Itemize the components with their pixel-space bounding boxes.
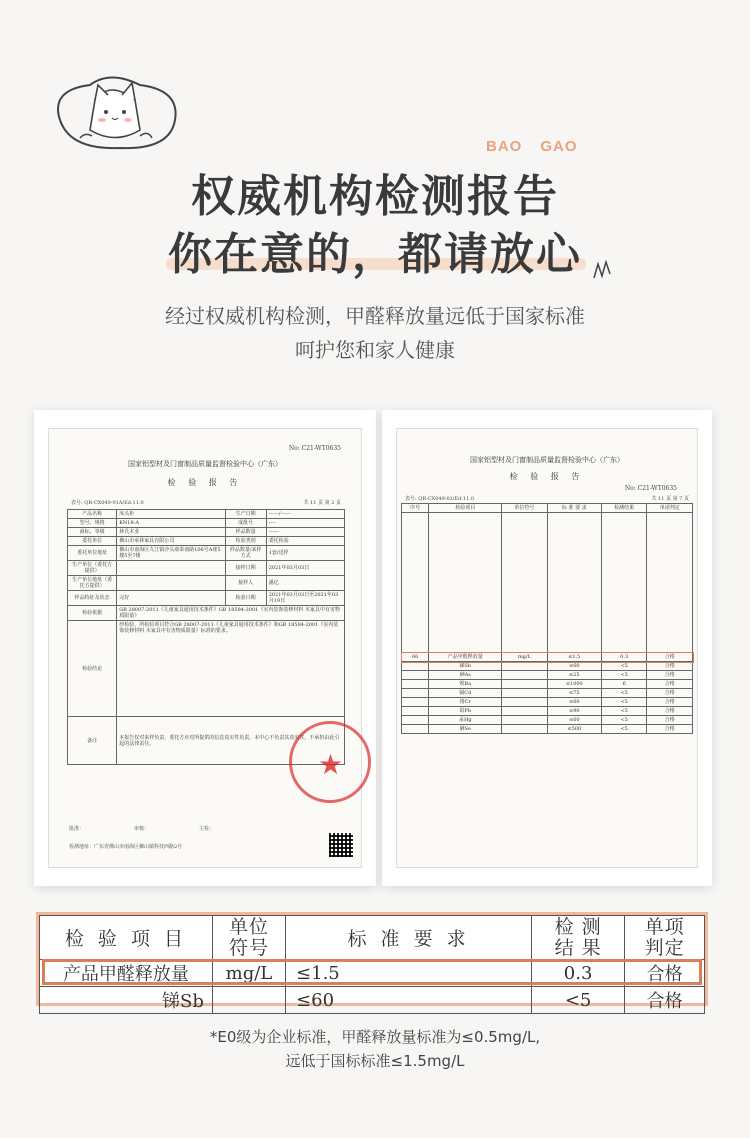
- footnote-line1: *E0级为企业标准，甲醛释放量标准为≤0.5mg/L,: [209, 1028, 541, 1046]
- summary-cell: 样品特征及状态: [68, 591, 117, 606]
- report-card-detail: [382, 410, 712, 886]
- summary-row: [68, 537, 345, 546]
- summary-cell: 检验日期: [225, 591, 266, 606]
- detail-report-number: No: C21-WT0635: [624, 485, 677, 492]
- element-cell: 合格: [647, 662, 693, 671]
- element-row: [402, 725, 693, 734]
- zoom-row1-item: 产品甲醛释放量: [40, 960, 213, 987]
- element-cell: [402, 725, 429, 734]
- summary-cell: 完好: [117, 591, 225, 606]
- summary-cell: 检验类别: [225, 537, 266, 546]
- element-cell: <5: [601, 707, 647, 716]
- squiggle-icon: [592, 258, 614, 282]
- summary-cell: [117, 576, 225, 591]
- element-cell: 合格: [647, 725, 693, 734]
- element-cell: 合格: [647, 689, 693, 698]
- element-cell: 砷As: [429, 671, 502, 680]
- element-row: [402, 716, 693, 725]
- element-row: [402, 671, 693, 680]
- summary-cell: 床头柜: [117, 510, 225, 519]
- element-cell: 铬Cr: [429, 698, 502, 707]
- subtitle-line1: 经过权威机构检测，甲醛释放量远低于国家标准: [165, 304, 585, 328]
- zoom-head-unit: 单位 符号: [212, 916, 285, 960]
- element-cell: ≤25: [547, 671, 601, 680]
- detail-head-cell: 标 准 要 求: [547, 504, 601, 513]
- zoom-head-standard: 标 准 要 求: [286, 916, 532, 960]
- summary-row: [68, 510, 345, 519]
- element-cell: 铅Pb: [429, 707, 502, 716]
- summary-cell: 检验依据: [68, 606, 117, 621]
- qr-code: [329, 833, 353, 857]
- detail-head-row: [402, 504, 693, 513]
- element-cell: <5: [601, 725, 647, 734]
- detail-page-no: 共 11 页 第 7 页: [651, 496, 689, 502]
- zoom-row-formaldehyde: [40, 960, 705, 987]
- conclusion-text: 经检验，所检验项目符合GB 28007-2011《儿童家具通用技术条件》和GB 18584-2001《室内装饰装修材料 木家具中有害物质限量》标准的要求。: [117, 621, 345, 717]
- element-cell: [502, 707, 548, 716]
- row66-item: 产品甲醛释放量: [429, 653, 502, 662]
- summary-cell: 佛山市南海区九江镇沙头康泰南路106号A座5楼5至7楼: [117, 546, 225, 561]
- zoomed-result-table: [36, 912, 708, 1012]
- report-footer-address: 检测地址：广东省佛山市南海区狮山镇科技西路2号: [69, 844, 183, 850]
- element-cell: [402, 689, 429, 698]
- element-cell: [402, 680, 429, 689]
- element-cell: <5: [601, 671, 647, 680]
- zoom-head-result: 检 测 结 果: [532, 916, 625, 960]
- detail-head-cell: 单项判定: [647, 504, 693, 513]
- element-cell: [502, 698, 548, 707]
- report-meta: [71, 499, 341, 506]
- element-cell: 汞Hg: [429, 716, 502, 725]
- element-row: [402, 689, 693, 698]
- inspect-label: 主检：: [199, 826, 215, 832]
- summary-cell: 接样日期: [225, 561, 266, 576]
- zoom-row2-limit: ≤60: [286, 987, 532, 1014]
- seal-star-icon: ★: [318, 748, 344, 781]
- summary-cell: 商标、等级: [68, 528, 117, 537]
- zoom-row1-verdict: 合格: [625, 960, 705, 987]
- detail-blank-block: [402, 513, 693, 653]
- summary-row: [68, 519, 345, 528]
- footnote-line2: 远低于国标标准≤1.5mg/L: [285, 1052, 465, 1070]
- summary-cell: 委托单位: [68, 537, 117, 546]
- summary-row: [68, 576, 345, 591]
- element-cell: 合格: [647, 671, 693, 680]
- cat-doodle-illustration: [40, 60, 190, 160]
- zoom-row1-unit: mg/L: [212, 960, 285, 987]
- summary-cell: ----: [266, 519, 344, 528]
- conclusion-label: 检验结论: [68, 621, 117, 717]
- report-sheet-detail: [396, 428, 698, 868]
- summary-cell: 2021年03月03日至2021年03月19日: [266, 591, 344, 606]
- element-cell: <5: [601, 716, 647, 725]
- element-cell: [502, 662, 548, 671]
- row66-no: 66: [402, 653, 429, 662]
- summary-cell: 生产单位地址（委托方提供）: [68, 576, 117, 591]
- zoom-head-item: 检 验 项 目: [40, 916, 213, 960]
- summary-cell: [117, 561, 225, 576]
- element-cell: [502, 689, 548, 698]
- summary-cell: 样品数量: [225, 528, 266, 537]
- detail-head-cell: 检测结果: [601, 504, 647, 513]
- summary-cell: 生产日期: [225, 510, 266, 519]
- row66-verdict: 合格: [647, 653, 693, 662]
- summary-cell: ------: [266, 528, 344, 537]
- element-cell: 6: [601, 680, 647, 689]
- element-cell: [402, 698, 429, 707]
- formaldehyde-row: [402, 653, 693, 662]
- summary-row: [68, 591, 345, 606]
- zoom-head-row: [40, 916, 705, 960]
- zoom-row2-verdict: 合格: [625, 987, 705, 1014]
- summary-row: [68, 546, 345, 561]
- summary-cell: GB 28007-2011《儿童家具通用技术条件》GB 18584-2001《室内装饰装修材料 木家具中有害物质限量》: [117, 606, 345, 621]
- element-cell: <5: [601, 698, 647, 707]
- element-cell: ≤60: [547, 662, 601, 671]
- element-cell: 硒Se: [429, 725, 502, 734]
- review-label: 审核：: [134, 826, 150, 832]
- detail-meta: [405, 495, 689, 502]
- summary-cell: ------/------: [266, 510, 344, 519]
- element-cell: 合格: [647, 707, 693, 716]
- report-sheet: [48, 428, 362, 868]
- row66-limit: ≤1.5: [547, 653, 601, 662]
- zoom-row2-unit: [212, 987, 285, 1014]
- page-title-line2: 你在意的，都请放心: [168, 229, 582, 280]
- summary-cell: 成批号: [225, 519, 266, 528]
- element-cell: [402, 716, 429, 725]
- element-cell: 合格: [647, 680, 693, 689]
- element-cell: [402, 662, 429, 671]
- summary-cell: 委托检验: [266, 537, 344, 546]
- signature-line: [69, 825, 214, 832]
- summary-row: [68, 528, 345, 537]
- element-cell: 钡Ba: [429, 680, 502, 689]
- zoom-table: [39, 915, 705, 1014]
- element-cell: [502, 725, 548, 734]
- element-cell: 锑Sb: [429, 662, 502, 671]
- element-cell: [402, 707, 429, 716]
- report-tag-left: BAO: [486, 138, 523, 155]
- element-cell: [502, 671, 548, 680]
- element-row: [402, 662, 693, 671]
- element-row: [402, 698, 693, 707]
- element-cell: <5: [601, 689, 647, 698]
- detail-head-cell: 序号: [402, 504, 429, 513]
- page-title-line1: 权威机构检测报告: [191, 171, 559, 222]
- summary-cell: KN18-A: [117, 519, 225, 528]
- report-page-no: 共 11 页 第 2 页: [303, 500, 341, 506]
- summary-cell: 1套/送样: [266, 546, 344, 561]
- detail-head-cell: 单位符号: [502, 504, 548, 513]
- conclusion-row: [68, 621, 345, 717]
- report-tag: [486, 138, 596, 155]
- summary-cell: 产品名称: [68, 510, 117, 519]
- zoom-row-sb: [40, 987, 705, 1014]
- report-org: 国家铝型材及门窗制品质量监督检验中心（广东）: [128, 460, 282, 468]
- element-cell: <5: [601, 662, 647, 671]
- summary-row: [68, 606, 345, 621]
- row66-unit: mg/L: [502, 653, 548, 662]
- summary-cell: 生产单位（委托方提供）: [68, 561, 117, 576]
- zoom-row1-limit: ≤1.5: [286, 960, 532, 987]
- element-cell: ≤60: [547, 716, 601, 725]
- element-row: [402, 680, 693, 689]
- element-cell: [402, 671, 429, 680]
- report-tag-right: GAO: [540, 138, 578, 155]
- report-form-no: 表号: QR-CX049-01A/Ed.11.0: [71, 500, 144, 506]
- approve-label: 批准：: [69, 826, 85, 832]
- summary-cell: 委托单位地址: [68, 546, 117, 561]
- element-cell: ≤75: [547, 689, 601, 698]
- summary-cell: 佛山市承林家具有限公司: [117, 537, 225, 546]
- zoom-row2-item: 锑Sb: [40, 987, 213, 1014]
- element-cell: ≤500: [547, 725, 601, 734]
- zoom-row1-result: 0.3: [532, 960, 625, 987]
- element-cell: ≤90: [547, 707, 601, 716]
- detail-form-no: 表号: QR-CX049-02/Ed.11.0: [405, 496, 475, 502]
- element-cell: ≤60: [547, 698, 601, 707]
- summary-cell: 潘亿: [266, 576, 344, 591]
- element-cell: [502, 716, 548, 725]
- zoom-head-verdict: 单项 判定: [625, 916, 705, 960]
- summary-cell: 样品数量/来样方式: [225, 546, 266, 561]
- summary-cell: 型号、规格: [68, 519, 117, 528]
- report-number: No: C21-WT0635: [288, 445, 341, 452]
- summary-table: [67, 509, 345, 765]
- element-cell: 镉Cd: [429, 689, 502, 698]
- detail-table: [401, 503, 693, 734]
- zoom-row2-result: <5: [532, 987, 625, 1014]
- summary-cell: 2021年03月03日: [266, 561, 344, 576]
- summary-row: [68, 561, 345, 576]
- detail-org: 国家铝型材及门窗制品质量监督检验中心（广东）: [470, 456, 624, 464]
- report-title: 检 验 报 告: [167, 478, 243, 487]
- detail-head-cell: 检验项目: [429, 504, 502, 513]
- element-cell: 合格: [647, 716, 693, 725]
- summary-cell: 接样人: [225, 576, 266, 591]
- report-card-summary: [34, 410, 376, 886]
- element-cell: [502, 680, 548, 689]
- element-cell: ≤1000: [547, 680, 601, 689]
- summary-cell: 林氏木业: [117, 528, 225, 537]
- element-row: [402, 707, 693, 716]
- detail-title: 检 验 报 告: [509, 472, 585, 481]
- element-cell: 合格: [647, 698, 693, 707]
- remark-label: 备注: [68, 717, 117, 765]
- subtitle-line2: 呵护您和家人健康: [295, 338, 455, 362]
- remark-text: 本报告仅对来样负责，委托方应对所提供的信息真实性负责，本中心不负责其真实性，不承担由此引起的法律责任。: [117, 717, 345, 765]
- official-seal-stamp: [289, 721, 371, 803]
- row66-result: 0.3: [601, 653, 647, 662]
